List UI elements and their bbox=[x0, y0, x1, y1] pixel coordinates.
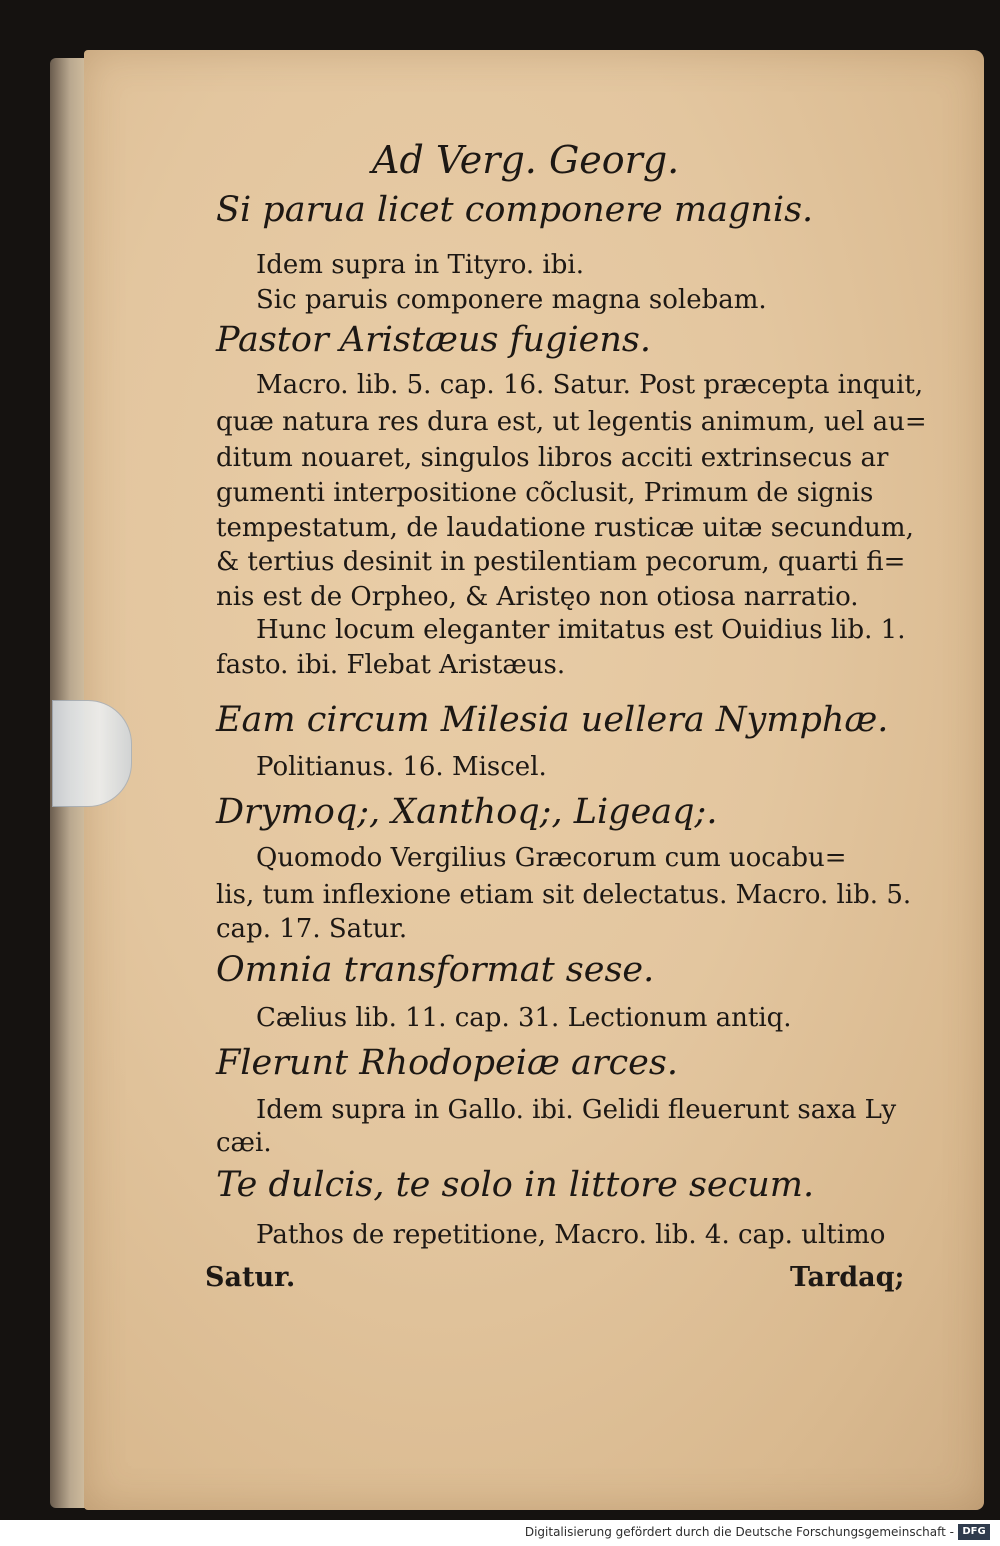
text-line: Sic paruis componere magna solebam. bbox=[256, 285, 767, 315]
text-line: Eam circum Milesia uellera Nymphæ. bbox=[216, 700, 889, 740]
text-line: lis, tum inflexione etiam sit delectatus. Macro. lib. 5. bbox=[216, 880, 912, 910]
text-line: quæ natura res dura est, ut legentis animum, uel au= bbox=[216, 407, 927, 437]
text-line: Si parua licet componere magnis. bbox=[216, 190, 814, 230]
text-line: Politianus. 16. Miscel. bbox=[256, 752, 547, 782]
text-line: Macro. lib. 5. cap. 16. Satur. Post præcepta inquit, bbox=[256, 370, 924, 400]
catchword-left: Satur. bbox=[205, 1262, 296, 1293]
text-line: Cælius lib. 11. cap. 31. Lectionum antiq. bbox=[256, 1003, 792, 1033]
text-line: Quomodo Vergilius Græcorum cum uocabu= bbox=[256, 843, 847, 873]
dfg-logo: DFG bbox=[958, 1524, 990, 1540]
text-line: Drymoq;, Xanthoq;, Ligeaq;. bbox=[216, 792, 718, 832]
text-line: & tertius desinit in pestilentiam pecorum, quarti fi= bbox=[216, 547, 906, 577]
text-line: fasto. ibi. Flebat Aristæus. bbox=[216, 650, 566, 680]
text-line: Te dulcis, te solo in littore secum. bbox=[216, 1165, 815, 1205]
catchword-right: Tardaq; bbox=[790, 1262, 905, 1293]
text-line: Idem supra in Tityro. ibi. bbox=[256, 250, 584, 280]
text-line: tempestatum, de laudatione rusticæ uitæ secundum, bbox=[216, 513, 914, 543]
text-line: Hunc locum eleganter imitatus est Ouidius lib. 1. bbox=[256, 615, 906, 645]
text-line: Pathos de repetitione, Macro. lib. 4. cap. ultimo bbox=[256, 1220, 886, 1250]
text-line: Pastor Aristæus fugiens. bbox=[216, 320, 651, 360]
text-line: cæi. bbox=[216, 1128, 272, 1158]
running-head: Ad Verg. Georg. bbox=[372, 138, 680, 182]
text-line: nis est de Orpheo, & Aristęo non otiosa narratio. bbox=[216, 582, 859, 612]
text-line: Flerunt Rhodopeiæ arces. bbox=[216, 1043, 678, 1083]
text-line: Omnia transformat sese. bbox=[216, 950, 655, 990]
text-line: gumenti interpositione cõclusit, Primum de signis bbox=[216, 478, 874, 508]
text-line: Idem supra in Gallo. ibi. Gelidi fleuerunt saxa Ly bbox=[256, 1095, 897, 1125]
text-line: cap. 17. Satur. bbox=[216, 914, 408, 944]
funding-credit: Digitalisierung gefördert durch die Deutsche Forschungsgemeinschaft - bbox=[524, 1525, 954, 1539]
text-line: ditum nouaret, singulos libros acciti extrinsecus ar bbox=[216, 443, 889, 473]
